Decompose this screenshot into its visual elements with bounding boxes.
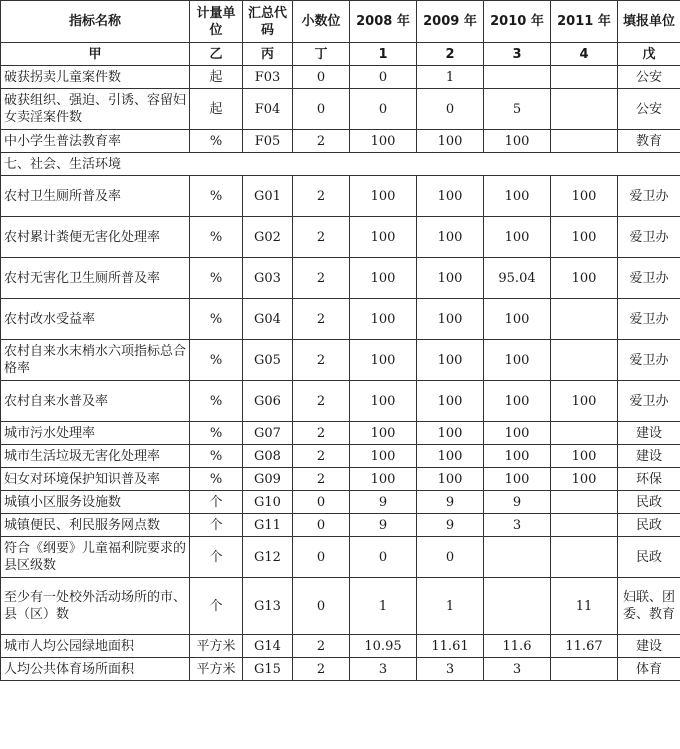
cell-y2008: 0 (350, 89, 417, 130)
table-row (1, 578, 680, 635)
cell-y2008: 100 (350, 217, 417, 258)
cell-unit: 个 (190, 537, 243, 578)
cell-y2008: 100 (350, 299, 417, 340)
cell-code: G04 (243, 299, 293, 340)
cell-dept: 建设 (618, 422, 680, 445)
cell-y2009: 1 (417, 66, 484, 89)
cell-dept: 教育 (618, 130, 680, 153)
cell-y2011 (551, 66, 618, 89)
cell-code: G07 (243, 422, 293, 445)
table-row (1, 217, 680, 258)
cell-code: G15 (243, 658, 293, 681)
cell-y2009: 100 (417, 468, 484, 491)
cell-decimals: 2 (293, 258, 350, 299)
cell-name: 破获拐卖儿童案件数 (1, 66, 190, 89)
cell-dept: 民政 (618, 514, 680, 537)
table-row (1, 635, 680, 658)
col-header-2009: 2009 年 (417, 1, 484, 43)
section-row (1, 153, 680, 176)
cell-y2009: 100 (417, 258, 484, 299)
cell-y2008: 100 (350, 422, 417, 445)
cell-decimals: 2 (293, 422, 350, 445)
cell-y2009: 100 (417, 445, 484, 468)
cell-name: 破获组织、强迫、引诱、容留妇女卖淫案件数 (1, 89, 190, 130)
cell-name: 妇女对环境保护知识普及率 (1, 468, 190, 491)
cell-code: G06 (243, 381, 293, 422)
sub-header-dept: 戊 (618, 43, 680, 66)
section-body (1, 153, 680, 176)
table-row (1, 537, 680, 578)
cell-unit: 起 (190, 66, 243, 89)
cell-y2008: 100 (350, 176, 417, 217)
table-row (1, 422, 680, 445)
cell-unit: % (190, 381, 243, 422)
cell-name: 人均公共体育场所面积 (1, 658, 190, 681)
cell-name: 中小学生普法教育率 (1, 130, 190, 153)
cell-y2010: 100 (484, 340, 551, 381)
cell-dept: 民政 (618, 537, 680, 578)
cell-name: 农村自来水普及率 (1, 381, 190, 422)
cell-unit: 平方米 (190, 635, 243, 658)
cell-dept: 爱卫办 (618, 258, 680, 299)
cell-y2010: 100 (484, 130, 551, 153)
cell-name: 符合《纲要》儿童福利院要求的县区级数 (1, 537, 190, 578)
cell-code: G09 (243, 468, 293, 491)
cell-code: G11 (243, 514, 293, 537)
cell-y2008: 100 (350, 258, 417, 299)
table-row (1, 130, 680, 153)
cell-y2010: 100 (484, 445, 551, 468)
table-row (1, 381, 680, 422)
cell-y2011: 100 (551, 217, 618, 258)
cell-name: 城镇便民、利民服务网点数 (1, 514, 190, 537)
cell-decimals: 2 (293, 176, 350, 217)
cell-y2011 (551, 422, 618, 445)
cell-y2011 (551, 299, 618, 340)
cell-code: F05 (243, 130, 293, 153)
cell-y2010: 3 (484, 514, 551, 537)
cell-y2011 (551, 537, 618, 578)
cell-y2009: 100 (417, 217, 484, 258)
cell-code: G05 (243, 340, 293, 381)
cell-name: 至少有一处校外活动场所的市、县（区）数 (1, 578, 190, 635)
cell-dept: 体育 (618, 658, 680, 681)
cell-unit: 平方米 (190, 658, 243, 681)
cell-code: G03 (243, 258, 293, 299)
cell-y2011: 11 (551, 578, 618, 635)
cell-unit: % (190, 176, 243, 217)
col-header-code: 汇总代码 (243, 1, 293, 43)
table-row (1, 658, 680, 681)
cell-dept: 建设 (618, 635, 680, 658)
cell-code: G12 (243, 537, 293, 578)
col-header-2011: 2011 年 (551, 1, 618, 43)
cell-y2008: 100 (350, 381, 417, 422)
cell-name: 城镇小区服务设施数 (1, 491, 190, 514)
cell-y2008: 9 (350, 491, 417, 514)
table-row (1, 176, 680, 217)
cell-unit: % (190, 299, 243, 340)
cell-name: 城市污水处理率 (1, 422, 190, 445)
cell-unit: % (190, 445, 243, 468)
cell-dept: 妇联、团委、教育 (618, 578, 680, 635)
sub-header-2010: 3 (484, 43, 551, 66)
cell-code: F03 (243, 66, 293, 89)
cell-y2009: 100 (417, 422, 484, 445)
cell-y2009: 3 (417, 658, 484, 681)
cell-y2008: 0 (350, 66, 417, 89)
cell-unit: 个 (190, 578, 243, 635)
cell-y2008: 100 (350, 468, 417, 491)
col-header-decimals: 小数位 (293, 1, 350, 43)
cell-decimals: 0 (293, 89, 350, 130)
col-header-unit: 计量单位 (190, 1, 243, 43)
cell-y2011: 100 (551, 468, 618, 491)
table-row (1, 445, 680, 468)
cell-y2011 (551, 340, 618, 381)
cell-y2010: 100 (484, 299, 551, 340)
cell-y2008: 9 (350, 514, 417, 537)
table-row (1, 468, 680, 491)
cell-dept: 爱卫办 (618, 340, 680, 381)
cell-y2008: 1 (350, 578, 417, 635)
cell-unit: % (190, 130, 243, 153)
cell-name: 农村累计粪便无害化处理率 (1, 217, 190, 258)
cell-dept: 公安 (618, 89, 680, 130)
cell-y2009: 100 (417, 381, 484, 422)
cell-decimals: 2 (293, 299, 350, 340)
cell-y2011 (551, 89, 618, 130)
col-header-name: 指标名称 (1, 1, 190, 43)
table-body-b (1, 176, 680, 681)
cell-name: 农村无害化卫生厕所普及率 (1, 258, 190, 299)
cell-y2009: 100 (417, 299, 484, 340)
cell-y2010: 100 (484, 176, 551, 217)
cell-y2008: 0 (350, 537, 417, 578)
table-row (1, 491, 680, 514)
sub-header-unit: 乙 (190, 43, 243, 66)
cell-name: 农村改水受益率 (1, 299, 190, 340)
cell-y2009: 11.61 (417, 635, 484, 658)
cell-decimals: 2 (293, 130, 350, 153)
sub-header-2011: 4 (551, 43, 618, 66)
col-header-2008: 2008 年 (350, 1, 417, 43)
table-row (1, 258, 680, 299)
cell-y2011 (551, 491, 618, 514)
cell-y2010: 100 (484, 468, 551, 491)
cell-y2010: 100 (484, 381, 551, 422)
sub-header-decimals: 丁 (293, 43, 350, 66)
sub-header-2008: 1 (350, 43, 417, 66)
cell-y2010: 95.04 (484, 258, 551, 299)
cell-y2010: 9 (484, 491, 551, 514)
cell-y2008: 100 (350, 130, 417, 153)
cell-y2008: 3 (350, 658, 417, 681)
cell-dept: 公安 (618, 66, 680, 89)
cell-y2008: 100 (350, 340, 417, 381)
table-row (1, 514, 680, 537)
header-row (1, 1, 680, 43)
cell-dept: 环保 (618, 468, 680, 491)
cell-unit: % (190, 468, 243, 491)
cell-y2011 (551, 658, 618, 681)
cell-y2011: 100 (551, 258, 618, 299)
cell-y2011: 100 (551, 381, 618, 422)
cell-decimals: 0 (293, 578, 350, 635)
cell-y2011: 11.67 (551, 635, 618, 658)
cell-y2009: 0 (417, 89, 484, 130)
sub-header-code: 丙 (243, 43, 293, 66)
cell-y2010: 5 (484, 89, 551, 130)
sub-header-row (1, 43, 680, 66)
cell-unit: 个 (190, 491, 243, 514)
cell-code: F04 (243, 89, 293, 130)
cell-dept: 建设 (618, 445, 680, 468)
cell-y2011 (551, 130, 618, 153)
cell-y2011: 100 (551, 445, 618, 468)
cell-y2009: 9 (417, 491, 484, 514)
col-header-2010: 2010 年 (484, 1, 551, 43)
cell-code: G02 (243, 217, 293, 258)
cell-y2010: 100 (484, 217, 551, 258)
cell-dept: 爱卫办 (618, 299, 680, 340)
cell-y2009: 0 (417, 537, 484, 578)
cell-y2009: 100 (417, 176, 484, 217)
table-row (1, 340, 680, 381)
cell-decimals: 2 (293, 635, 350, 658)
cell-unit: % (190, 258, 243, 299)
cell-y2009: 1 (417, 578, 484, 635)
cell-decimals: 0 (293, 537, 350, 578)
cell-y2011: 100 (551, 176, 618, 217)
cell-decimals: 2 (293, 381, 350, 422)
cell-y2010 (484, 66, 551, 89)
cell-y2010 (484, 537, 551, 578)
cell-code: G08 (243, 445, 293, 468)
cell-unit: % (190, 422, 243, 445)
cell-y2009: 100 (417, 130, 484, 153)
sub-header-2009: 2 (417, 43, 484, 66)
table-body-a (1, 66, 680, 153)
cell-y2008: 10.95 (350, 635, 417, 658)
table-row (1, 299, 680, 340)
col-header-dept: 填报单位 (618, 1, 680, 43)
cell-y2009: 100 (417, 340, 484, 381)
cell-unit: 个 (190, 514, 243, 537)
sub-header-name: 甲 (1, 43, 190, 66)
cell-dept: 民政 (618, 491, 680, 514)
cell-decimals: 2 (293, 658, 350, 681)
cell-y2009: 9 (417, 514, 484, 537)
cell-code: G10 (243, 491, 293, 514)
cell-name: 城市人均公园绿地面积 (1, 635, 190, 658)
cell-dept: 爱卫办 (618, 217, 680, 258)
cell-unit: % (190, 217, 243, 258)
cell-decimals: 2 (293, 468, 350, 491)
cell-y2010 (484, 578, 551, 635)
cell-y2010: 100 (484, 422, 551, 445)
cell-unit: % (190, 340, 243, 381)
cell-y2010: 3 (484, 658, 551, 681)
section-title: 七、社会、生活环境 (1, 153, 680, 176)
cell-code: G01 (243, 176, 293, 217)
cell-code: G13 (243, 578, 293, 635)
cell-name: 农村自来水末梢水六项指标总合格率 (1, 340, 190, 381)
cell-decimals: 0 (293, 66, 350, 89)
table-row (1, 89, 680, 130)
cell-dept: 爱卫办 (618, 176, 680, 217)
cell-decimals: 2 (293, 217, 350, 258)
cell-dept: 爱卫办 (618, 381, 680, 422)
cell-name: 城市生活垃圾无害化处理率 (1, 445, 190, 468)
cell-name: 农村卫生厕所普及率 (1, 176, 190, 217)
table-row (1, 66, 680, 89)
cell-y2008: 100 (350, 445, 417, 468)
cell-y2010: 11.6 (484, 635, 551, 658)
cell-y2011 (551, 514, 618, 537)
cell-unit: 起 (190, 89, 243, 130)
cell-decimals: 0 (293, 491, 350, 514)
cell-decimals: 2 (293, 340, 350, 381)
cell-decimals: 2 (293, 445, 350, 468)
cell-code: G14 (243, 635, 293, 658)
cell-decimals: 0 (293, 514, 350, 537)
